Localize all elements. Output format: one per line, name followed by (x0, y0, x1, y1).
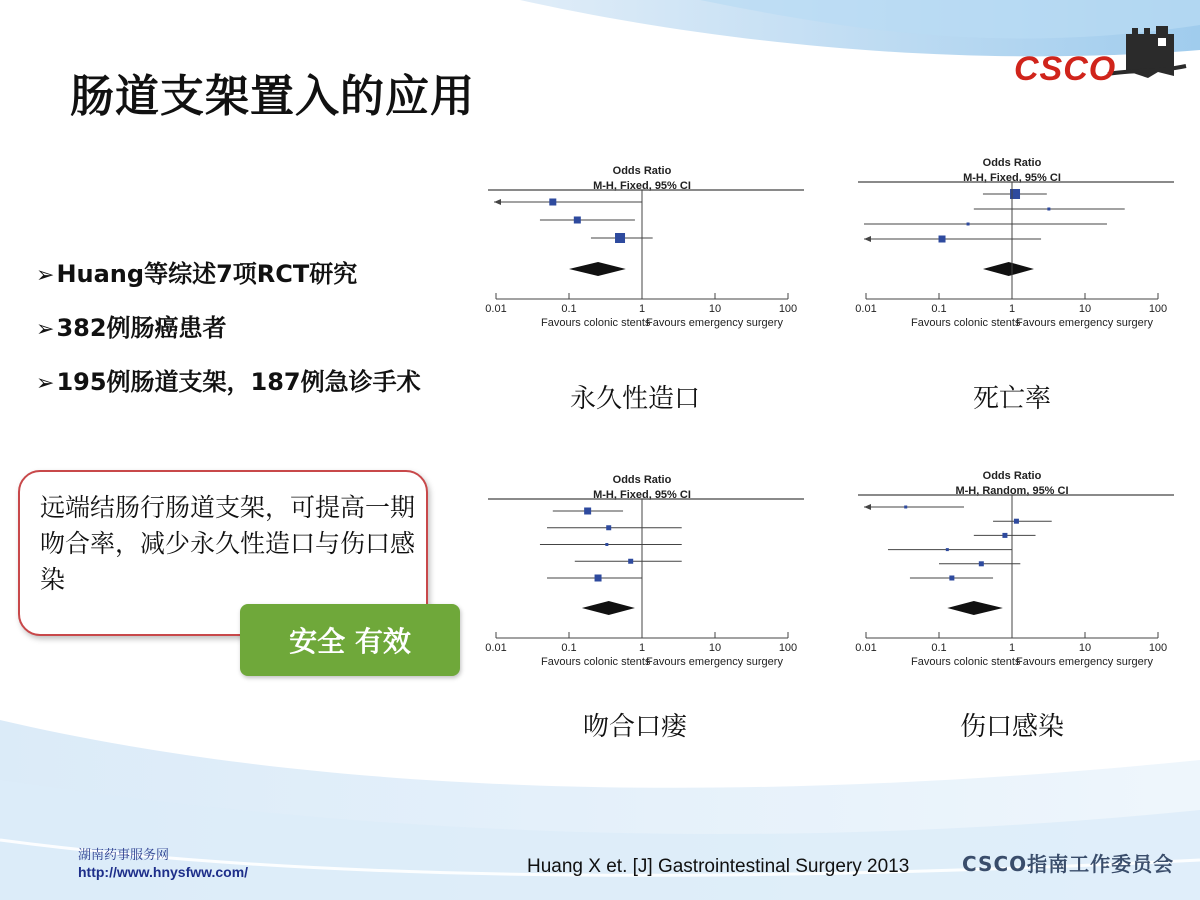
committee-label: CSCO指南工作委员会 (962, 852, 1175, 876)
plot-header-title: Odds Ratio (982, 157, 1042, 169)
x-label-left: Favours colonic stents (911, 656, 1021, 668)
bullet-text: 382例肠癌患者 (56, 314, 227, 342)
forest-plot-anastomotic-leak (485, 467, 810, 682)
x-label-right: Favours emergency surgery (646, 317, 783, 329)
slide-title: 肠道支架置入的应用 (70, 71, 475, 122)
forest-plot-mortality (855, 150, 1180, 343)
x-tick-label: 0.1 (931, 642, 947, 654)
bullet-item (36, 302, 436, 356)
arrow-bullet-icon: ➢ (36, 371, 55, 396)
study-marker (574, 217, 581, 224)
citation: Huang X et. [J] Gastrointestinal Surgery 2013 (527, 856, 910, 877)
footer-site (78, 848, 248, 880)
arrow-bullet-icon: ➢ (36, 263, 55, 288)
study-marker (939, 236, 946, 243)
x-tick-label: 100 (1148, 303, 1168, 315)
study-marker (946, 548, 949, 551)
study-marker (605, 543, 608, 546)
plot-header-method: M-H, Fixed, 95% CI (963, 172, 1061, 184)
study-marker (549, 199, 556, 206)
x-label-right: Favours emergency surgery (1016, 317, 1153, 329)
csco-logo (1008, 12, 1188, 90)
ci-arrow-icon (864, 236, 871, 242)
plot-header-method: M-H, Fixed, 95% CI (593, 489, 691, 501)
x-tick-label: 0.1 (561, 642, 577, 654)
x-tick-label: 0.1 (931, 303, 947, 315)
x-tick-label: 0.01 (485, 303, 507, 315)
x-tick-label: 0.01 (855, 642, 877, 654)
study-marker (584, 508, 591, 515)
x-tick-label: 1 (638, 303, 646, 315)
x-label-left: Favours colonic stents (911, 317, 1021, 329)
arrow-bullet-icon: ➢ (36, 317, 55, 342)
x-tick-label: 100 (778, 303, 798, 315)
study-marker (1047, 208, 1050, 211)
study-marker (1014, 519, 1019, 524)
study-marker (979, 561, 984, 566)
x-tick-label: 10 (1078, 642, 1092, 654)
plot-header-title: Odds Ratio (612, 474, 672, 486)
ci-arrow-icon (864, 504, 871, 510)
plot-header-method: M-H, Random, 95% CI (955, 485, 1069, 497)
site-name: 湖南药事服务网 (78, 848, 170, 863)
study-marker (949, 576, 954, 581)
study-marker (628, 559, 633, 564)
forest-plot-svg (855, 463, 1180, 682)
plot-caption: 伤口感染 (959, 712, 1064, 742)
x-tick-label: 10 (1078, 303, 1092, 315)
pooled-diamond-marker (983, 262, 1034, 276)
x-tick-label: 1 (1008, 642, 1016, 654)
x-label-left: Favours colonic stents (541, 656, 651, 668)
study-marker (595, 575, 602, 582)
plot-caption: 吻合口瘘 (582, 712, 687, 742)
site-url[interactable]: http://www.hnysfww.com/ (78, 864, 249, 880)
forest-plot-svg (485, 467, 810, 682)
pooled-diamond-marker (947, 601, 1003, 615)
plot-header-method: M-H, Fixed, 95% CI (593, 180, 691, 192)
x-tick-label: 10 (708, 303, 722, 315)
x-tick-label: 0.01 (485, 642, 507, 654)
bullet-item (36, 248, 436, 302)
plot-header-title: Odds Ratio (982, 470, 1042, 482)
callout-text: 远端结肠行肠道支架，可提高一期吻合率，减少永久性造口与伤口感染 (40, 493, 416, 594)
x-tick-label: 100 (778, 642, 798, 654)
forest-plot-wound-infection (855, 463, 1180, 682)
ci-arrow-icon (494, 199, 501, 205)
study-marker (904, 506, 907, 509)
study-marker (1002, 533, 1007, 538)
x-tick-label: 0.1 (561, 303, 577, 315)
plot-caption: 死亡率 (972, 384, 1051, 414)
x-tick-label: 100 (1148, 642, 1168, 654)
pooled-diamond-marker (582, 601, 635, 615)
bullet-text: Huang等综述7项RCT研究 (56, 260, 358, 288)
x-label-left: Favours colonic stents (541, 317, 651, 329)
plot-header-title: Odds Ratio (612, 165, 672, 177)
study-marker (967, 223, 970, 226)
forest-plot-svg (855, 150, 1180, 343)
study-marker (615, 233, 625, 243)
x-tick-label: 1 (638, 642, 646, 654)
study-marker (606, 525, 611, 530)
bullet-list (36, 248, 436, 410)
plot-caption: 永久性造口 (569, 384, 700, 414)
bullet-item (36, 356, 436, 410)
x-tick-label: 0.01 (855, 303, 877, 315)
x-tick-label: 1 (1008, 303, 1016, 315)
x-tick-label: 10 (708, 642, 722, 654)
forest-plot-permanent-stoma (485, 158, 810, 343)
bullet-text: 195例肠道支架，187例急诊手术 (56, 368, 421, 396)
x-label-right: Favours emergency surgery (646, 656, 783, 668)
safe-effective-badge: 安全 有效 (240, 604, 460, 676)
logo-text: CSCO (1014, 50, 1117, 88)
forest-plot-svg (485, 158, 810, 343)
x-label-right: Favours emergency surgery (1016, 656, 1153, 668)
pooled-diamond-marker (569, 262, 626, 276)
